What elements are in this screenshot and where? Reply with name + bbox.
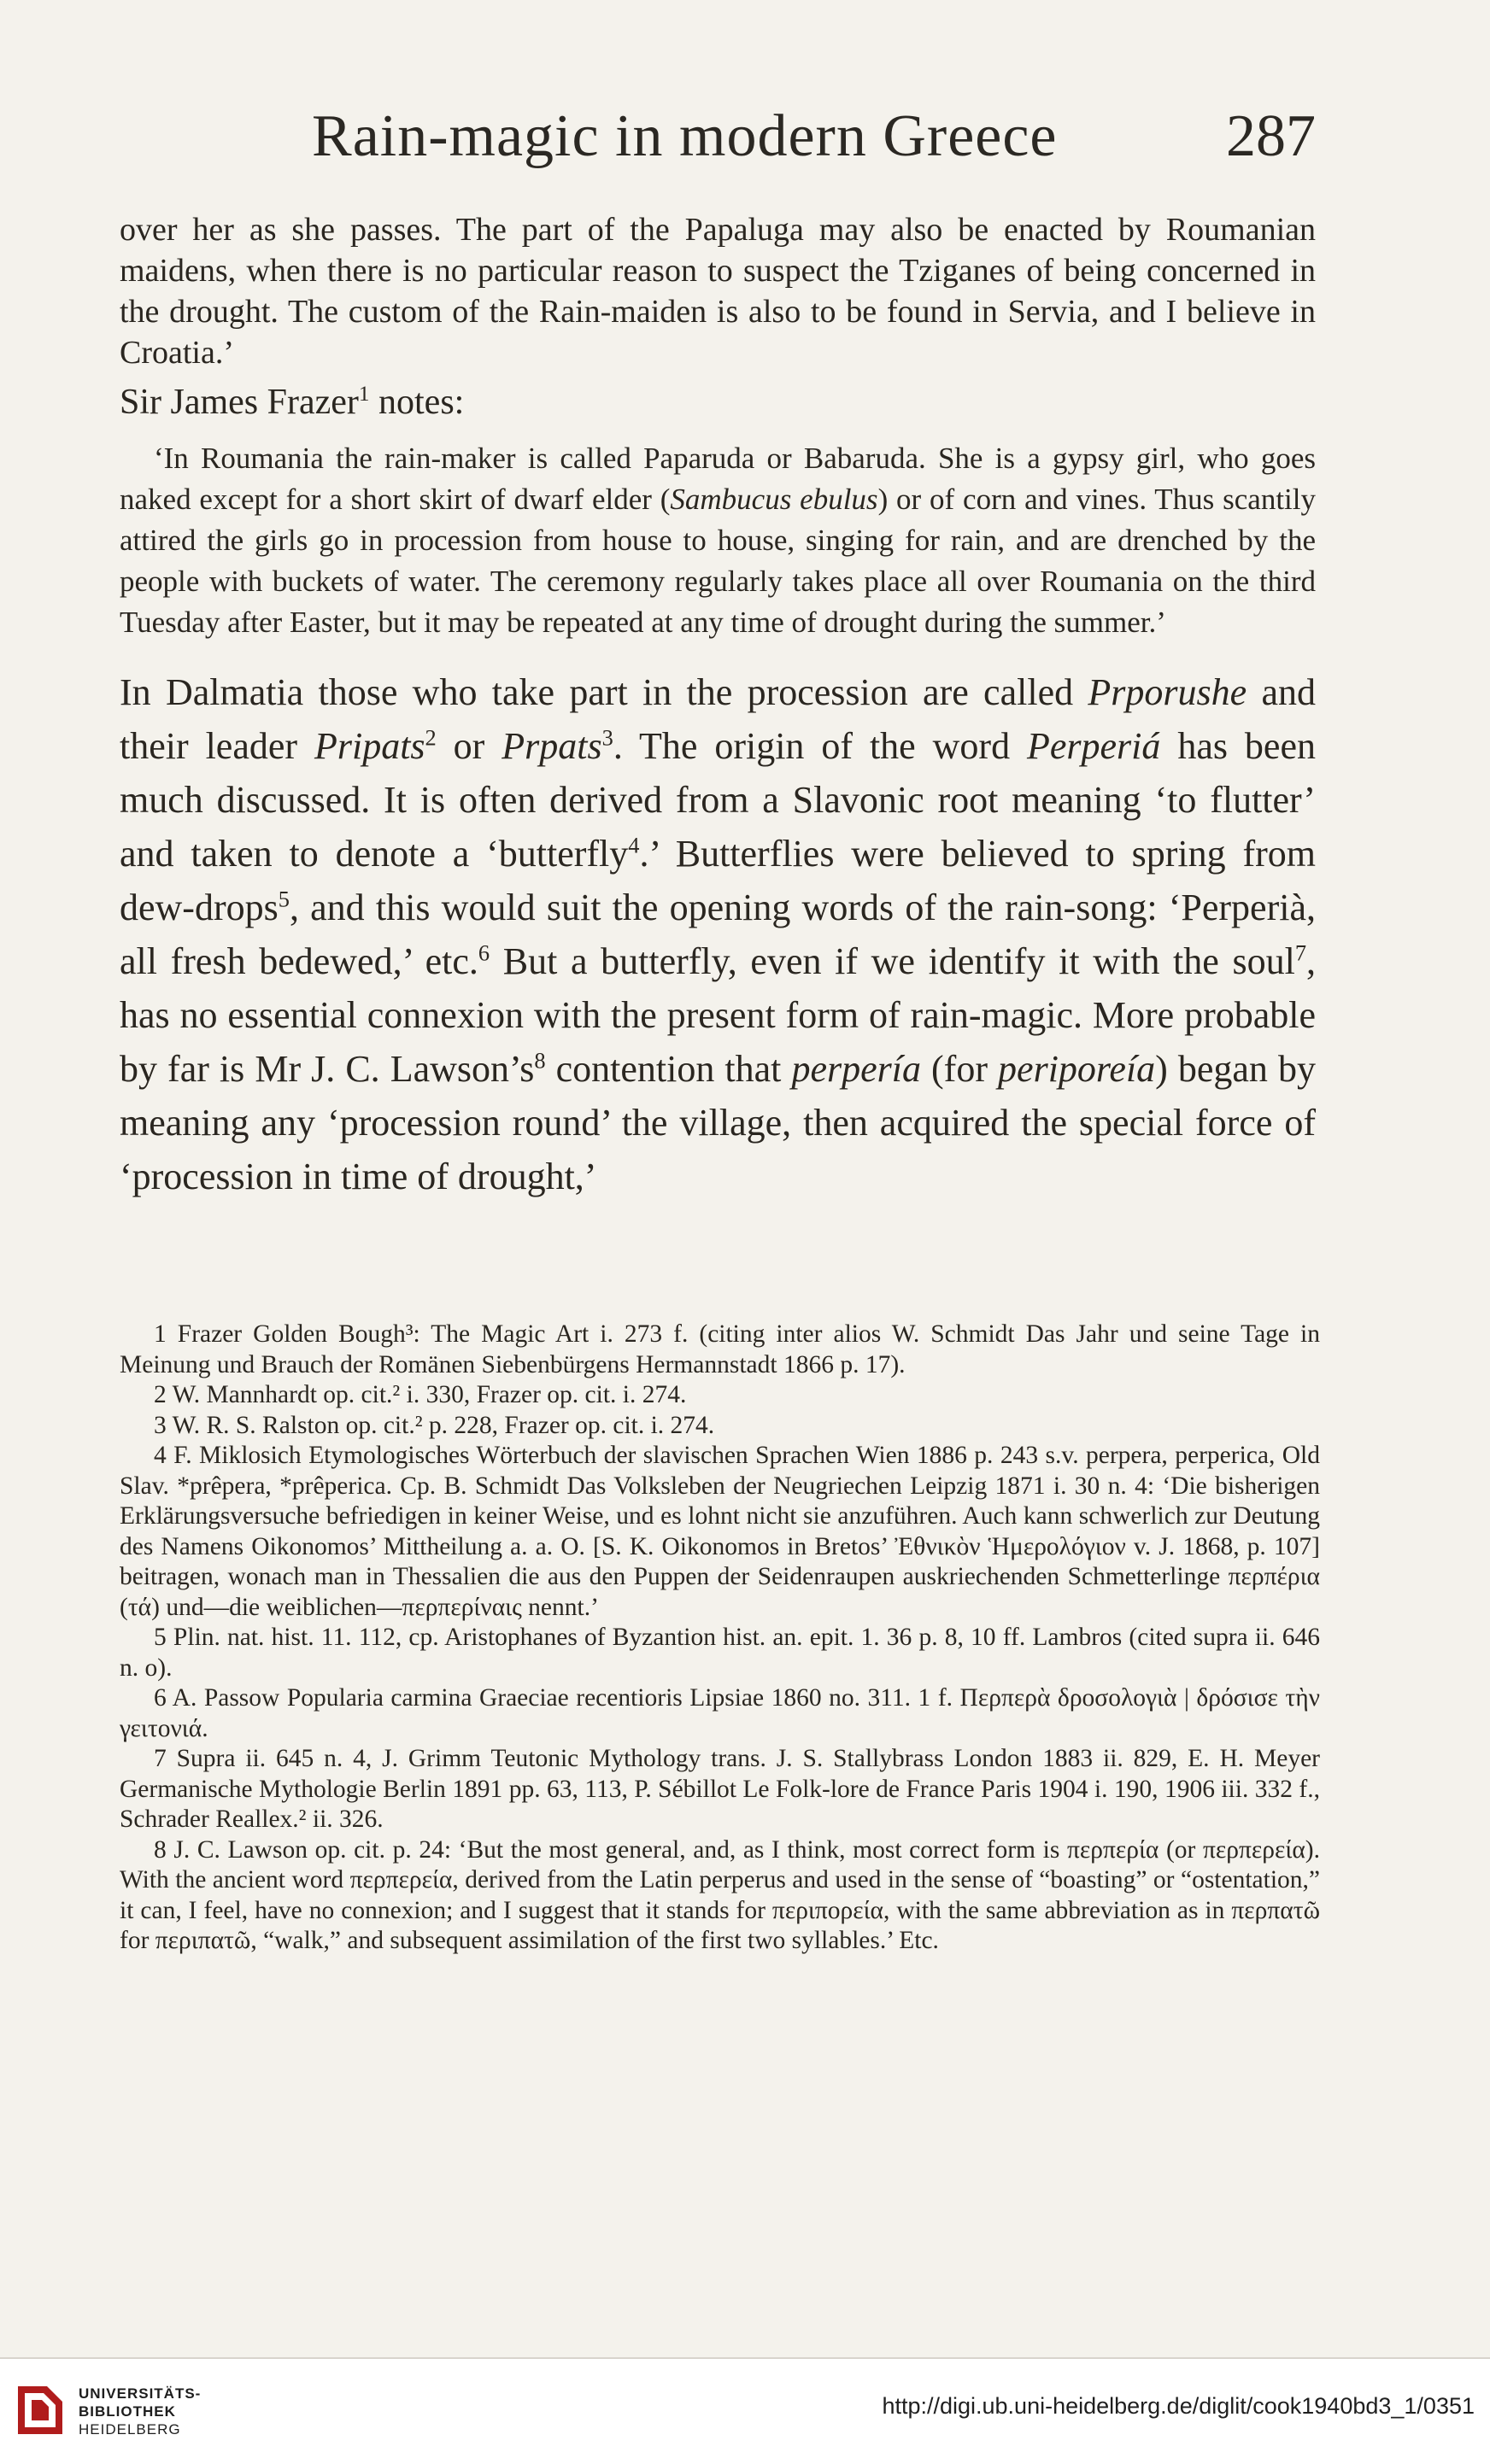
main-italic: perpería [791,1048,921,1090]
footnote-ref-6[interactable]: 6 [478,939,490,966]
main-text: , has no essential connexion with the present form of rain-magic. More probable by far is Mr J. C. Lawson’s [120,940,1317,1090]
main-italic: Pripats [314,725,425,767]
running-title: Rain-magic in modern Greece [312,103,1058,169]
footnote-ref-4[interactable]: 4 [628,832,640,858]
main-italic: Prporushe [1088,671,1247,713]
page-number: 287 [1226,103,1316,169]
footnote-7: 7 Supra ii. 645 n. 4, J. Grimm Teutonic Mythology trans. J. S. Stallybrass London 1883 ii. 829, E. H. Meyer Germanische Mythologie Berlin 1891 pp. 63, 113, P. Sébillot Le Folk-lore de France Paris 1904 i. 190, 1906 iii. 332 f., Schrader Reallex.² ii. 326. [120,1745,1320,1833]
library-line-3: HEIDELBERG [79,2421,181,2438]
library-line-1: UNIVERSITÄTS- [79,2385,202,2402]
frazer-quote [120,438,1316,643]
footnote-ref-1[interactable]: 1 [358,383,370,406]
frazer-notes-line [120,382,1316,423]
heidelberg-library-logo-icon[interactable] [13,2383,67,2439]
footnote-ref-2[interactable]: 2 [425,724,437,751]
library-name [79,2385,201,2438]
intro-paragraph: over her as she passes. The part of the Papaluga may also be enacted by Roumanian maidens, when there is no particular reason to suspect the Tziganes of being concerned in the drought. The custom of the Rain-maiden is also to be found in Servia, and I believe in Croatia.’ [120,212,1316,371]
footnote-1: 1 Frazer Golden Bough³: The Magic Art i. 273 f. (citing inter alios W. Schmidt Das Jahr und seine Tage in Meinung und Brauch der Romänen Siebenbürgens Hermannstadt 1866 p. 17). [120,1320,1320,1378]
main-text: ) began by meaning any ‘procession round’ the village, then acquired the special force of ‘procession in time of drought,’ [120,1048,1316,1197]
page-header [120,102,1333,188]
footnote-ref-7[interactable]: 7 [1294,939,1307,966]
footnote-ref-5[interactable]: 5 [278,886,290,912]
main-italic: Prpats [502,725,602,767]
main-text: But a butterfly, even if we identify it with the soul [490,940,1295,982]
footnote-6: 6 A. Passow Popularia carmina Graeciae recentioris Lipsiae 1860 no. 311. 1 f. Περπερὰ δροσολογιὰ | δρόσισε τὴν γειτονιά. [120,1684,1320,1742]
frazer-notes-text: Sir James Frazer [120,383,359,422]
main-text: , and this would suit the opening words of the rain-song: ‘Perperià, all fresh bedewed,’ etc. [120,887,1316,982]
frazer-notes-text-end: notes: [369,383,465,422]
main-italic: Perperiá [1027,725,1161,767]
body-text [120,209,1316,1203]
page-url[interactable]: http://digi.ub.uni-heidelberg.de/diglit/cook1940bd3_1/0351 [882,2393,1475,2419]
main-text: (for [920,1048,999,1090]
quote-text-end: ) or of corn and vines. Thus scantily attired the girls go in procession from house to house, singing for rain, and are drenched by the people with buckets of water. The ceremony regularly takes place all over Roumania on the third Tuesday after Easter, but it may be repeated at any time of drought during the summer.’ [120,483,1316,639]
footnote-ref-8[interactable]: 8 [534,1047,546,1074]
main-text: and their leader [120,671,1316,767]
footnote-5: 5 Plin. nat. hist. 11. 112, cp. Aristophanes of Byzantion hist. an. epit. 1. 36 p. 8, 10 ff. Lambros (cited supra ii. 646 n. o). [120,1624,1320,1682]
main-text: In Dalmatia those who take part in the procession are called [120,671,1088,713]
main-text: contention that [545,1048,792,1090]
footnotes [120,1320,1320,1957]
main-text: has been much discussed. It is often derived from a Slavonic root meaning ‘to flutter’ and taken to denote a ‘butterfly [120,725,1316,875]
viewer-footer [0,2357,1490,2464]
footnote-ref-3[interactable]: 3 [601,724,613,751]
main-text: or [436,725,502,767]
quote-italic: Sambucus ebulus [670,483,878,516]
main-text: .’ Butterflies were believed to spring from dew-drops [120,833,1316,928]
main-text: . The origin of the word [613,725,1027,767]
footnote-8: 8 J. C. Lawson op. cit. p. 24: ‘But the most general, and, as I think, most correct form is περπερία (or περπερεία). With the ancient word περπερεία, derived from the Latin perperus and used in the sense of “boasting” or “ostentation,” it can, I feel, have no connexion; and I suggest that it stands for περιπορεία, with the same abbreviation as in περπατῶ for περιπατῶ, “walk,” and subsequent assimilation of the first two syllables.’ Etc. [120,1835,1320,1954]
footnote-4: 4 F. Miklosich Etymologisches Wörterbuch der slavischen Sprachen Wien 1886 p. 243 s.v. perpera, perperica, Old Slav. *prêpera, *prêperica. Cp. B. Schmidt Das Volksleben der Neugriechen Leipzig 1871 i. 30 n. 4: ‘Die bisherigen Erklärungsversuche befriedigen in keiner Weise, und es lohnt nicht sie anzuführen. Auch kann schwerlich zur Deutung des Namens Oikonomos’ Mittheilung a. a. O. [S. K. Oikonomos in Bretos’ Ἐθνικὸν Ἡμερολόγιον v. J. 1868, p. 107] beitragen, wonach man in Thessalien die aus den Puppen der Seidenraupen auskriechenden Schmetterlinge περπέρια (τά) und—die weiblichen—περπερίναις nennt.’ [120,1442,1320,1621]
footnote-2: 2 W. Mannhardt op. cit.² i. 330, Frazer op. cit. i. 274. [154,1381,687,1408]
main-paragraph [120,665,1316,1203]
main-italic: periporeía [998,1048,1156,1090]
footnote-3: 3 W. R. S. Ralston op. cit.² p. 228, Frazer op. cit. i. 274. [154,1411,715,1439]
library-line-2: BIBLIOTHEK [79,2403,176,2420]
quote-text: ‘In Roumania the rain-maker is called Paparuda or Babaruda. She is a gypsy girl, who goes naked except for a short skirt of dwarf elder ( [120,442,1316,516]
